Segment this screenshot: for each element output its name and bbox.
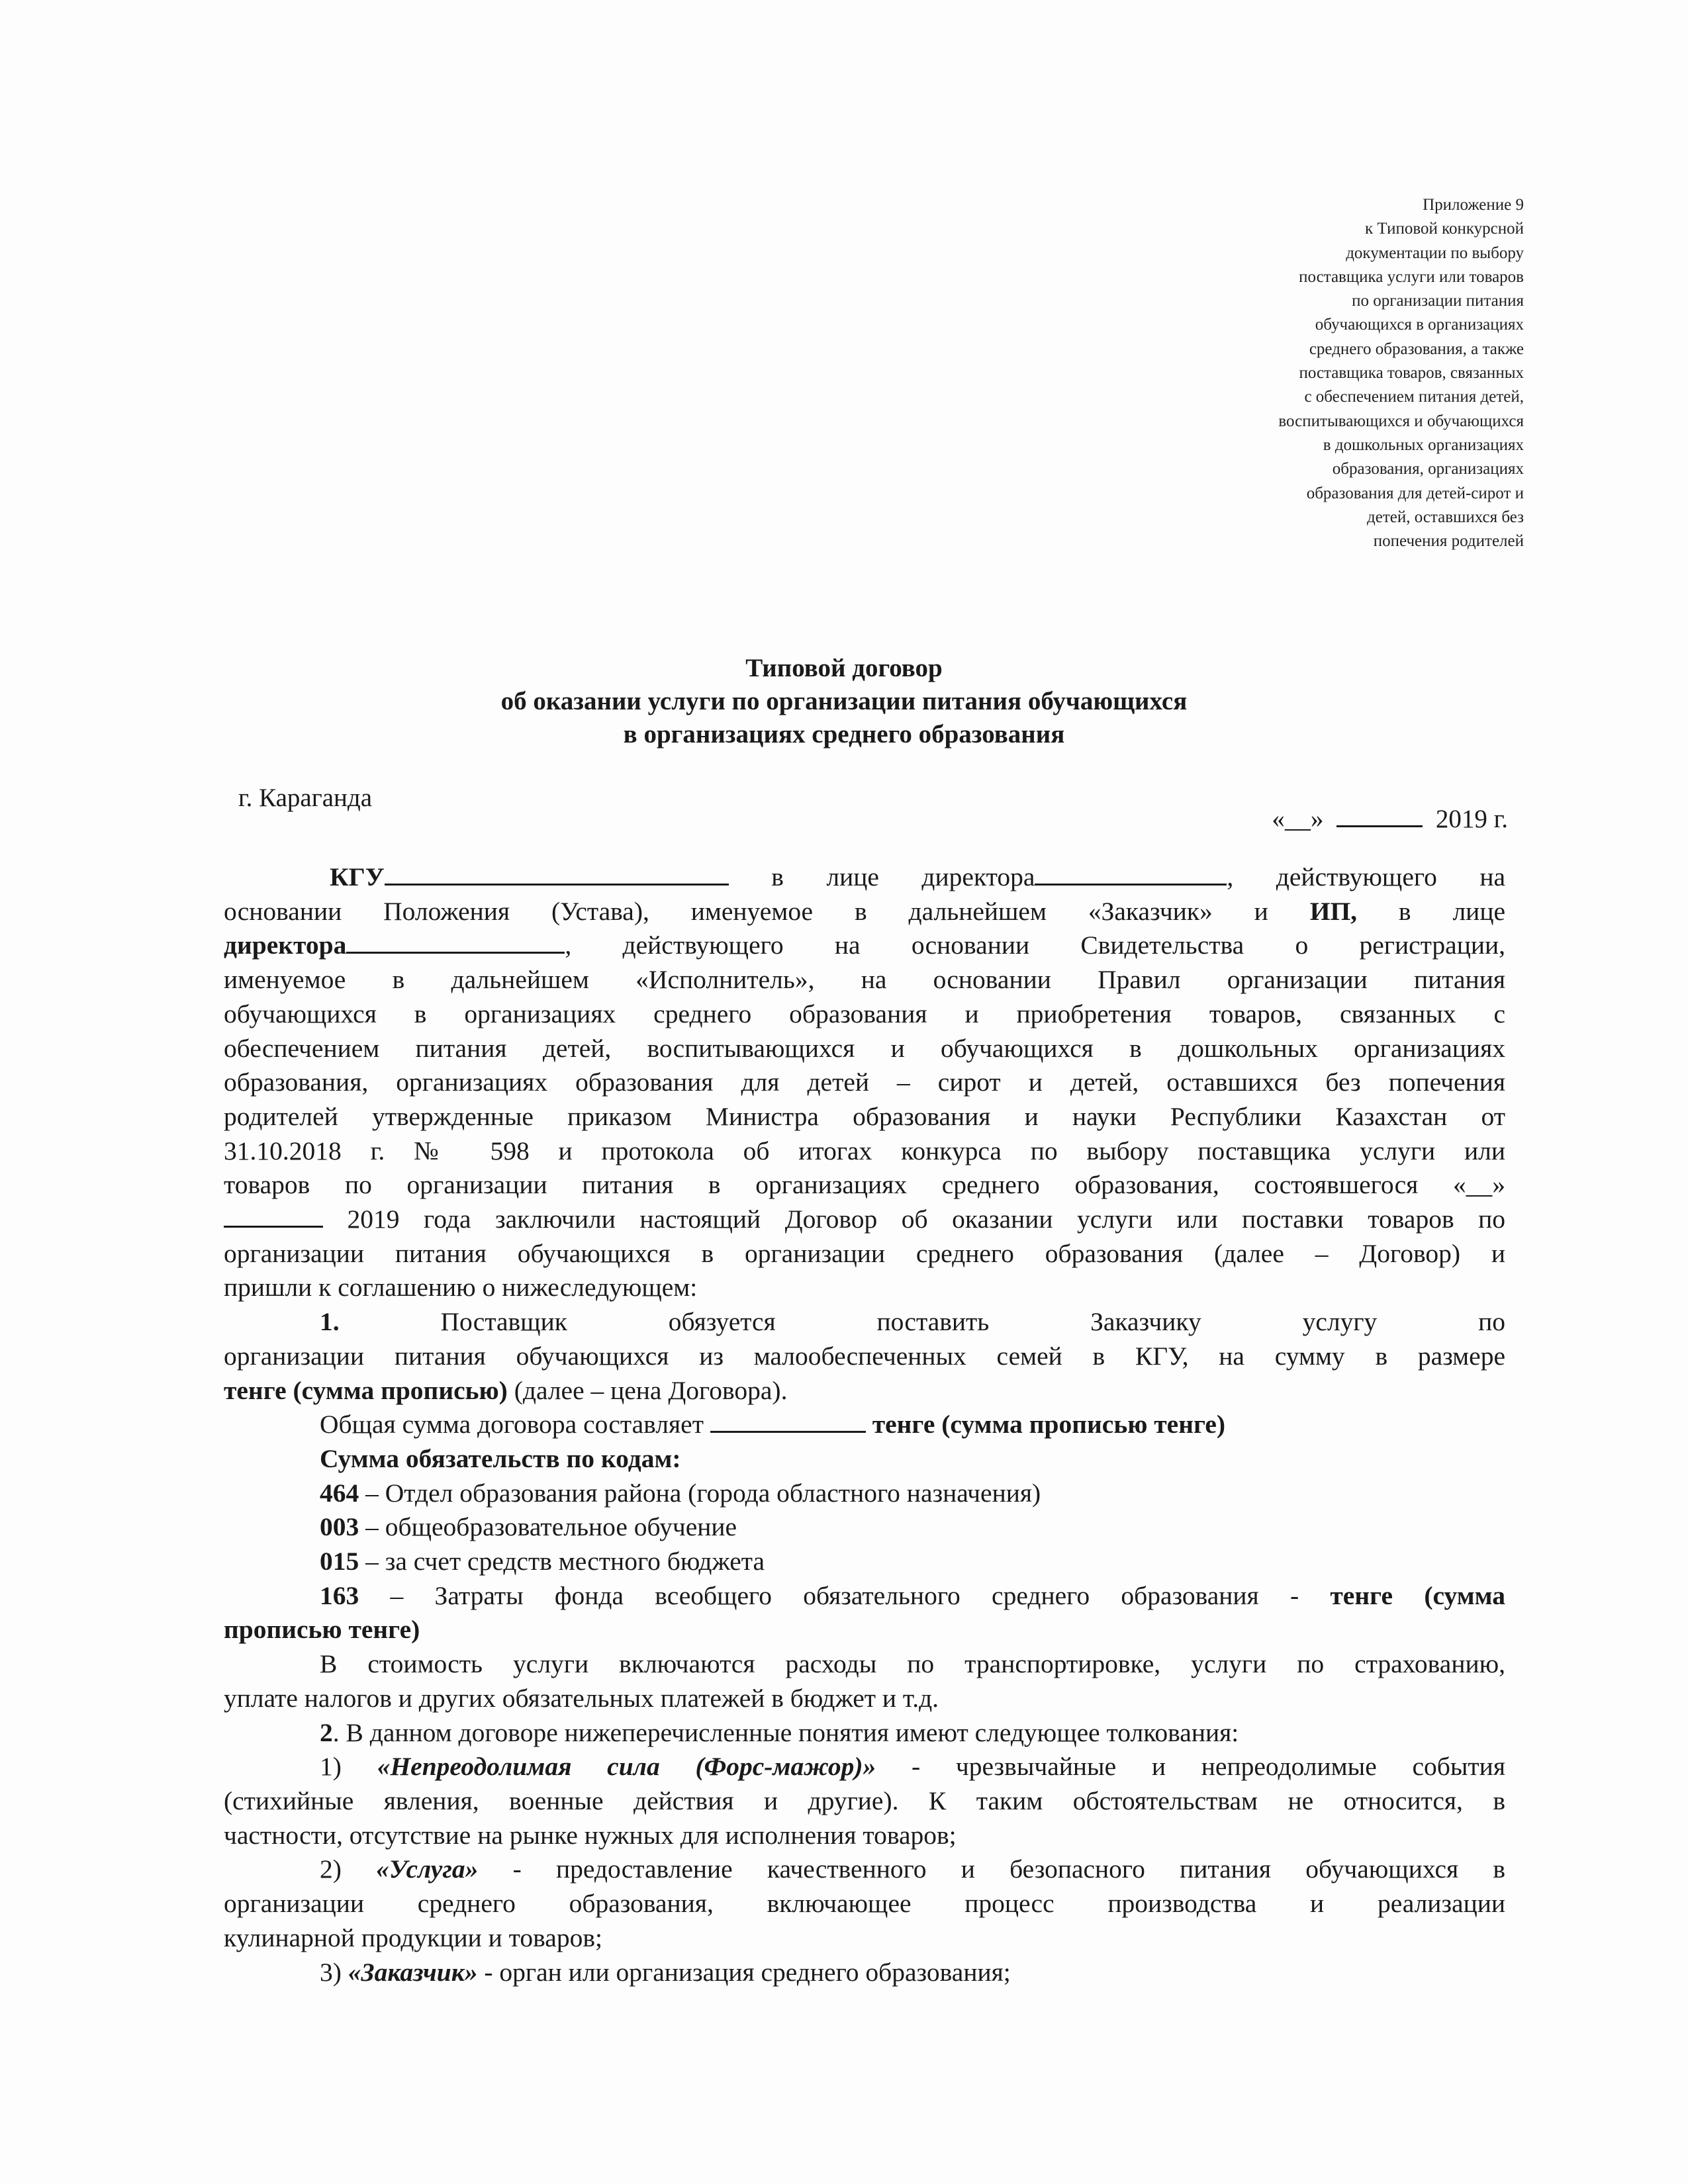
- preamble-line: обеспечением питания детей, воспитывающихся и обучающихся в дошкольных организациях: [224, 1033, 1505, 1063]
- total-amount-blank: [710, 1430, 866, 1433]
- code-number: 163: [320, 1580, 359, 1610]
- contract-date: [1272, 804, 1508, 834]
- clause-1-word: услугу: [1302, 1307, 1378, 1337]
- total-words: тенге (сумма прописью тенге): [872, 1410, 1226, 1439]
- preamble-line: [224, 929, 1505, 963]
- date-day: «__»: [1272, 805, 1324, 833]
- city: г. Караганда: [238, 784, 373, 812]
- definition-line: [224, 1956, 1505, 1990]
- clause-1-word: по: [1478, 1307, 1505, 1337]
- protocol-month-blank: [224, 1225, 323, 1228]
- appendix-line: с обеспечением питания детей,: [1304, 388, 1524, 406]
- appendix-line: образования для детей-сирот и: [1306, 484, 1524, 502]
- code-line: [224, 1545, 1505, 1579]
- definition-number: 2): [320, 1854, 342, 1884]
- document-title: [0, 652, 1688, 751]
- preamble-text: 2019 года заключили настоящий Договор об оказании услуги или поставки товаров по: [347, 1205, 1506, 1234]
- code-number: 015: [320, 1547, 359, 1576]
- definition-line: кулинарной продукции и товаров;: [224, 1923, 602, 1952]
- code-line: [224, 1579, 1505, 1614]
- ip-director-blank: [346, 951, 565, 954]
- codes-heading: Сумма обязательств по кодам:: [320, 1443, 681, 1473]
- clause-1-line: организации питания обучающихся из малообеспеченных семей в КГУ, на сумму в размере: [224, 1341, 1505, 1371]
- clause-1-text: (далее – цена Договора).: [507, 1375, 788, 1405]
- appendix-line: обучающихся в организациях: [1315, 316, 1524, 334]
- clause-1-word: Поставщик: [440, 1307, 567, 1337]
- preamble-line: организации питания обучающихся в организации среднего образования (далее – Договор) и: [224, 1238, 1505, 1268]
- code-text: – общеобразовательное обучение: [359, 1512, 737, 1542]
- appendix-line: в дошкольных организациях: [1323, 435, 1524, 454]
- definition-text: - орган или организация среднего образования;: [477, 1957, 1011, 1987]
- appendix-line: по организации питания: [1352, 292, 1524, 310]
- code-text: – Отдел образования района (города областного назначения): [359, 1478, 1041, 1508]
- preamble-line: [224, 860, 1505, 895]
- clause-2-number: 2: [320, 1717, 333, 1747]
- code-amount-words: тенге (сумма: [1330, 1580, 1505, 1610]
- preamble-line: образования, организациях образования для детей – сирот и детей, оставшихся без попечения: [224, 1068, 1505, 1097]
- preamble-text: , действующего на: [1227, 862, 1505, 891]
- code-text: – Затраты фонда всеобщего обязательного среднего образования -: [359, 1580, 1331, 1610]
- code-number: 003: [320, 1512, 359, 1542]
- code-line: прописью тенге): [224, 1615, 420, 1645]
- definition-number: 1): [320, 1752, 342, 1782]
- clause-1-first-line: [224, 1305, 1505, 1340]
- preamble-text: основании Положения (Устава), именуемое в дальнейшем «Заказчик» и: [224, 896, 1310, 926]
- preamble-text: в лице директора: [771, 862, 1035, 891]
- preamble-line: родителей утвержденные приказом Министра образования и науки Республики Казахстан от: [224, 1101, 1505, 1131]
- cost-line: уплате налогов и других обязательных платежей в бюджет и т.д.: [224, 1683, 939, 1713]
- definition-line: [224, 1750, 1505, 1784]
- appendix-line: среднего образования, а также: [1309, 340, 1524, 358]
- preamble-line: [224, 895, 1505, 929]
- amount-words-label: тенге (сумма прописью): [224, 1375, 508, 1405]
- definition-text: - чрезвычайные и непреодолимые события: [876, 1752, 1505, 1782]
- preamble-text: , действующего на основании Свидетельства о регистрации,: [565, 931, 1505, 960]
- preamble-line: [224, 1203, 1505, 1237]
- kgu-label: КГУ: [330, 862, 385, 891]
- code-number: 464: [320, 1478, 359, 1508]
- appendix-line: воспитывающихся и обучающихся: [1278, 412, 1524, 430]
- appendix-line: поставщика товаров, связанных: [1299, 364, 1524, 383]
- date-year: 2019 г.: [1435, 805, 1508, 833]
- ip-director-label: директора: [224, 931, 347, 960]
- definition-term: «Непреодолимая сила (Форс-мажор)»: [377, 1752, 876, 1782]
- cost-line: В стоимость услуги включаются расходы по транспортировке, услуги по страхованию,: [320, 1649, 1505, 1679]
- definition-term: «Услуга»: [376, 1854, 479, 1884]
- appendix-line: к Типовой конкурсной: [1365, 220, 1524, 238]
- preamble-line: именуемое в дальнейшем «Исполнитель», на основании Правил организации питания: [224, 965, 1505, 995]
- appendix-line: документации по выбору: [1346, 244, 1524, 262]
- definition-line: (стихийные явления, военные действия и другие). К таким обстоятельствам не относится, в: [224, 1786, 1505, 1815]
- appendix-line: детей, оставшихся без: [1367, 508, 1524, 526]
- definition-line: организации среднего образования, включающее процесс производства и реализации: [224, 1889, 1505, 1919]
- appendix-line: Приложение 9: [1423, 196, 1524, 214]
- definition-line: [224, 1852, 1505, 1887]
- total-amount-line: [224, 1408, 1505, 1442]
- ip-label: ИП,: [1309, 896, 1358, 926]
- clause-2-intro: [224, 1716, 1505, 1751]
- director-name-blank: [1035, 883, 1227, 886]
- preamble-text: в лице: [1357, 896, 1505, 926]
- clause-1-word: поставить: [876, 1307, 990, 1337]
- clause-2-text: . В данном договоре нижеперечисленные понятия имеют следующее толкования:: [332, 1717, 1239, 1747]
- appendix-line: поставщика услуги или товаров: [1299, 267, 1524, 286]
- title-line-3: в организациях среднего образования: [623, 720, 1065, 749]
- preamble-line: 31.10.2018 г. № 598 и протокола об итогах конкурса по выбору поставщика услуги или: [224, 1136, 1505, 1165]
- contract-body: [224, 860, 1505, 1989]
- date-month-blank: [1336, 825, 1423, 827]
- appendix-line: попечения родителей: [1373, 532, 1524, 551]
- appendix-line: образования, организациях: [1332, 460, 1524, 478]
- code-line: [224, 1510, 1505, 1545]
- code-line: [224, 1477, 1505, 1511]
- preamble-line: пришли к соглашению о нижеследующем:: [224, 1273, 698, 1302]
- preamble-line: обучающихся в организациях среднего образования и приобретения товаров, связанных с: [224, 999, 1505, 1028]
- title-line-2: об оказании услуги по организации питания обучающихся: [500, 687, 1188, 715]
- definition-term: «Заказчик»: [348, 1957, 478, 1987]
- kgu-name-blank: [385, 883, 729, 886]
- total-label: Общая сумма договора составляет: [320, 1410, 704, 1439]
- preamble-line: товаров по организации питания в организациях среднего образования, состоявшегося «__»: [224, 1170, 1505, 1200]
- code-text: – за счет средств местного бюджета: [359, 1547, 765, 1576]
- definition-text: - предоставление качественного и безопасного питания обучающихся в: [478, 1854, 1506, 1884]
- clause-1-number: 1.: [320, 1307, 340, 1337]
- clause-1-word: обязуется: [668, 1307, 776, 1337]
- clause-1-word: Заказчику: [1090, 1307, 1201, 1337]
- appendix-note: [1153, 193, 1524, 553]
- definition-line: частности, отсутствие на рынке нужных для исполнения товаров;: [224, 1820, 957, 1850]
- title-line-1: Типовой договор: [745, 654, 943, 682]
- clause-1-line: [224, 1374, 1505, 1408]
- definition-number: 3): [320, 1957, 342, 1987]
